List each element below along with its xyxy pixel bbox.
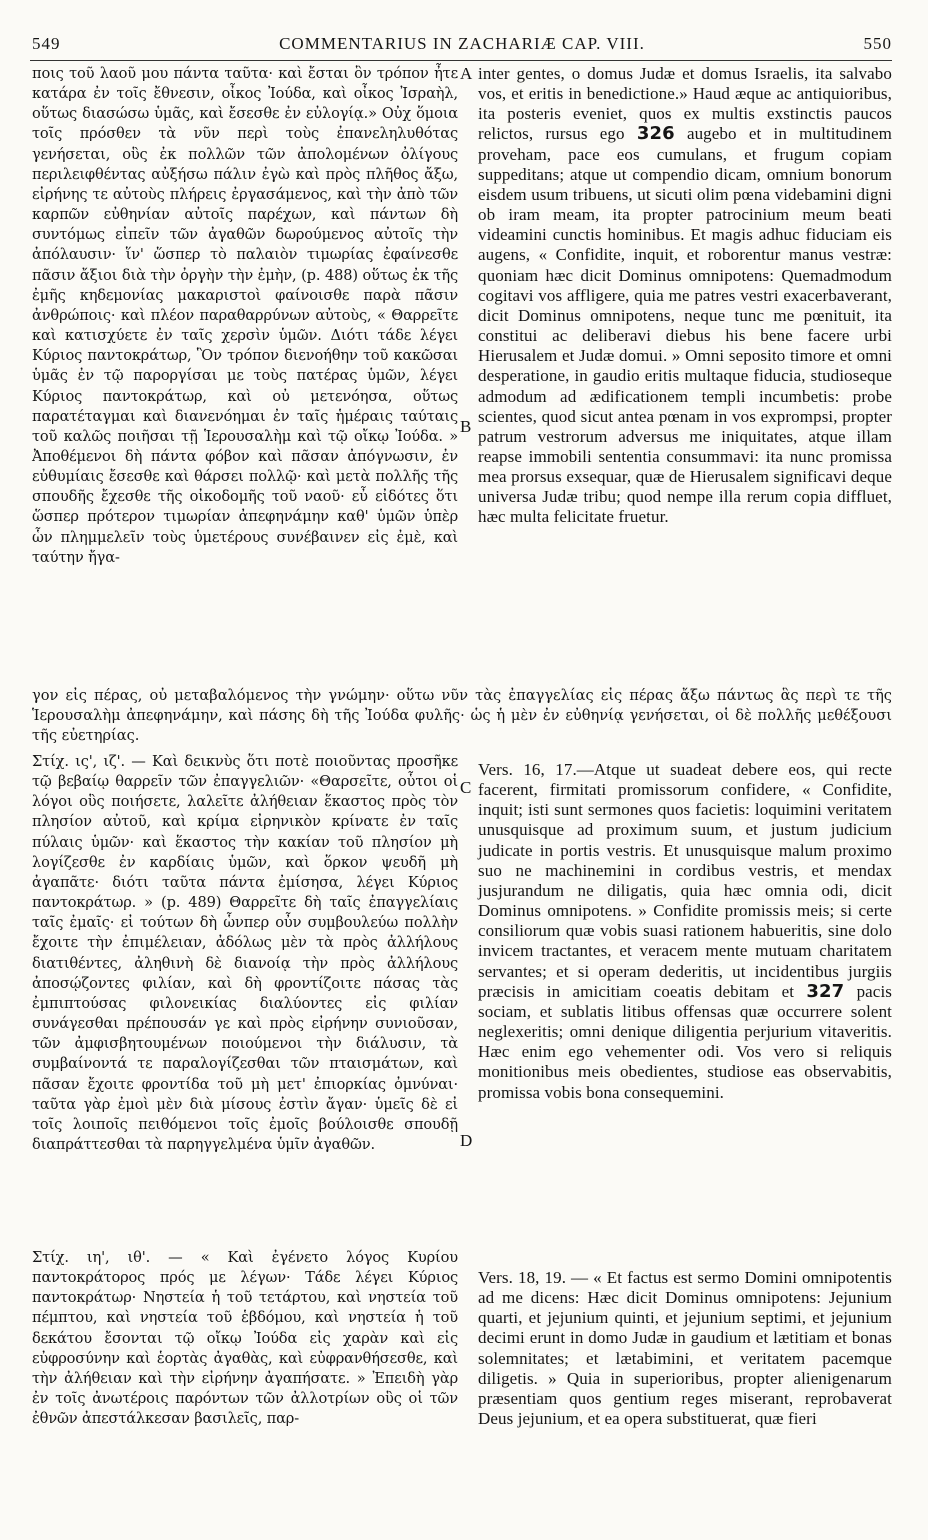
margin-letter-c: C [460,778,472,797]
column-number-326: 326 [636,123,675,145]
latin-paragraph [478,64,892,528]
header-rule [30,60,892,61]
margin-letter-d: D [460,1131,473,1150]
latin-text: augebo et in multitudinem proveham, pace eos cumulans, et frugum copiam suppeditans; atque ut compendio dicam, omnium bonorum eisdem usum tribuens, ut sicuti olim pœna videbamini digni ob iram meam, ita propter patrocinium meum beati videamini cunctis hominibus. Et magis adhuc fiduciam eis augens, « Confidite, inquit, et roborentur manus vestræ: quoniam hæc dicit Dominus omnipotens: Quemadmodum cogitavi vos affligere, quia me patres vestri exacerbaverant, dicit Dominus omnipotens, neque tunc me pœnituit, ita constitui ac deliberavi diebus his bene facere urbi Hierusalem et Judæ domui. » Omni seposito timore et omni desperatione, in gaudio eritis multaque fiducia, studioseque admodum ad ædificationem templi incumbetis: probe scientes, quod sicut antea pœnam in vos exprompsi, propter patrum vestrorum adversus me iniquitates, atque illam reapse immobili sententia consummavi: ita nunc promissa mea prorsus exsequar, quæ de Hierusalem significavi deque universa Judæ tribu; quod nempe illa rerum copia diffluet, hæc multa felicitate fruetur. [478,124,892,527]
column-number-327: 327 [806,980,845,1002]
margin-letter-a: A [460,64,473,83]
greek-column-block-1 [32,64,458,568]
greek-full-width-continuation: γον εἰς πέρας, οὐ μεταβαλόμενος τὴν γνώμην· οὕτω νῦν τὰς ἐπαγγελίας εἰς πέρας ἄξω πάντως ἃς περὶ τε τῆς Ἱερουσαλὴμ ἀπεφηνάμην, καὶ πάσης δὴ τῆς Ἰούδα φυλῆς· ὡς ἡ μὲν ἐν εὐθηνίᾳ γενήσεται, οἱ δὲ πολλῆς μεθέξουσι τῆς εὐετηρίας. [32,687,892,745]
greek-column-block-2 [32,752,458,1155]
latin-column-block-3 [478,1268,892,1429]
page-number-right: 550 [863,34,892,53]
page-number-left: 549 [32,34,61,53]
latin-paragraph [478,760,892,1103]
running-title: COMMENTARIUS IN ZACHARIÆ CAP. VIII. [279,34,645,53]
latin-text: Vers. 16, 17.—Atque ut suadeat debere eos, qui recte facerent, firmitati promissorum confidere, « Confidite, inquit; isti sunt sermones quos facietis: loquimini veritatem unusquisque ad proximum suum, et justum judicium judicate in portis vestris. Et unusquisque malum proximo suo ne machinemini in cordibus vestris, et mendax jusjurandum ne diligatis, quia hæc omnia odi, dicit Dominus omnipotens. » Confidite promissis meis; si certe consiliorum quæ vobis suasi rationem habueritis, sine dolo invicem tractantes, et veracem mente mutuam charitatem servantes; et si operam dederitis, ut incidentibus jurgiis præcisis in amicitiam coeatis debitam et [478,760,892,1001]
greek-paragraph: Στίχ. ιη', ιθ'. — « Καὶ ἐγένετο λόγος Κυρίου παντοκράτορος πρός με λέγων· Τάδε λέγει Κύριος παντοκράτωρ· Νηστεία ἡ τοῦ τετάρτου, καὶ νηστεία τοῦ πέμπτου, καὶ νηστεία τοῦ ἑβδόμου, καὶ νηστεία ἡ τοῦ δεκάτου ἔσονται τῷ οἴκῳ Ἰούδα εἰς χαρὰν καὶ εἰς εὐφροσύνην καὶ ἑορτὰς ἀγαθὰς, καὶ εὐφρανθήσεσθε, καὶ τὴν ἀλήθειαν καὶ τὴν εἰρήνην ἀγαπήσατε. » Ἐπειδὴ γὰρ ἐν τοῖς ἀνωτέροις παρόντων τῶν ἀλλοτρίων οὓς οἱ τῶν ἐθνῶν ἀπεστάλκεσαν βασιλεῖς, παρ- [32,1249,458,1428]
greek-column-block-3 [32,1248,458,1429]
latin-text: inter gentes, o domus Judæ et domus Israelis, ita salvabo vos, et eritis in benedictione.» Haud æque ac antiquioribus, ita posteris eveniet, quos ex multis exstinctis paucos relictos, rursus ego [478,64,892,144]
margin-letter-b: B [460,417,472,436]
greek-paragraph: Στίχ. ις', ιζ'. — Καὶ δεικνὺς ὅτι ποτὲ ποιοῦντας προσῆκε τῷ βεβαίῳ θαρρεῖν τῶν ἐπαγγελιῶν· «Θαρσεῖτε, οὗτοι οἱ λόγοι οὓς ποιήσετε, λαλεῖτε ἀλήθειαν ἕκαστος πρὸς τὸν πλησίον αὐτοῦ, καὶ κρίμα εἰρηνικὸν κρίνατε ἐν ταῖς πύλαις ὑμῶν· καὶ ἕκαστος τὴν κακίαν τοῦ πλησίον μὴ λογίζεσθε ἐν καρδίαις ὑμῶν, καὶ ὅρκον ψευδῆ μὴ ἀγαπᾶτε· διότι ταῦτα πάντα ἐμίσησα, λέγει Κύριος παντοκράτωρ. » (p. 489) Θαρρεῖτε δὴ ταῖς ἐπαγγελίαις ταῖς ἐμαῖς· εἰ τούτων δὴ ὧνπερ οὖν συμβουλεύω πολλὴν ἔχοιτε τὴν ἐπιμέλειαν, ἀδόλως μὲν τὰ πρὸς ἀλλήλους διατιθέντες, ἀληθινὴ δὲ διανοίᾳ τὴν πρὸς ἀλλήλους ἀποσῴζοντες φιλίαν, καὶ δὴ φροντίζοιτε πάσας τὰς ἐμπιπτούσας φιλονεικίας διαλύοντες εἰς φιλίαν συνάγεσθαι πρέπουσάν γε καὶ πρὸς εἰρήνην συνιοῦσαν, τῶν ἀμφισβητουμένων ποιούμενοι τὴν διάλυσιν, τὰ συμβαίνοντά τε παραλογίζεσθαι τῶν πταισμάτων, καὶ πᾶσαν ἔχοιτε φροντίδα τοῦ μὴ μετ' ἐπιορκίας ὀμνύναι· ταῦτα γὰρ ἐμοὶ μὲν διὰ μίσους ἐστὶν ἄγαν· ὑμεῖς δὲ εἰ τοῖς λοιποῖς πειθόμενοι τοῖς ἐμοῖς βούλοισθε σπουδῇ διαπράττεσθαι τὰ παρηγγελμένα ὑμῖν ἀγαθῶν. [32,753,458,1153]
latin-text: pacis sociam, et sublatis litibus offensas quæ occurrere solent neglexeritis; omni denique diligentia perjurium vitaveritis. Hæc enim ego vehementer odi. Vos vero si reliquis monitionibus meis obedientes, studiose eas observabitis, promissa vobis bona consequemini. [478,981,892,1102]
latin-column-block-2 [478,760,892,1103]
running-header [32,34,892,58]
greek-paragraph: ποις τοῦ λαοῦ μου πάντα ταῦτα· καὶ ἔσται ὃν τρόπον ἦτε κατάρα ἐν τοῖς ἔθνεσιν, οἶκος Ἰούδα, καὶ οἶκος Ἰσραὴλ, οὕτως διασώσω ὑμᾶς, καὶ ἔσεσθε ἐν εὐλογίᾳ.» Οὐχ ὅμοια τοῖς πρόσθεν τὰ νῦν περὶ τοὺς ἐπανεληλυθότας γενήσεται, οὓς ἐκ πολλῶν τῶν ἀπολομένων ὀλίγους περιλειφθέντας αὐξήσω πάλιν ἐγὼ καὶ πρὸς πλῆθος ἄξω, εἰρήνης τε αὐτοὺς πλήρεις ἐργασάμενος, καὶ τὴν ἀπὸ τῶν καρπῶν εὐθηνίαν αὐτοῖς παρέχων, καὶ πάντων δὴ συντόμως εἰπεῖν τῶν ἀγαθῶν δωρούμενος αὐτοῖς τὴν ἀπόλαυσιν· ἵν' ὥσπερ τὸ παλαιὸν τιμωρίας ἐφαίνεσθε πᾶσιν ἄξιοι διὰ τὴν ὀργὴν τὴν ἐμὴν, (p. 488) οὕτως ἐκ τῆς ἐμῆς κηδεμονίας μακαριστοὶ φαίνοισθε παρὰ πᾶσιν ἀνθρώποις· καὶ πλέον παραθαρρύνων αὐτοὺς, « Θαρρεῖτε καὶ κατισχύετε ἐν ταῖς χερσὶν ὑμῶν. Διότι τάδε λέγει Κύριος παντοκράτωρ, Ὃν τρόπον διενοήθην τοῦ κακῶσαι ὑμᾶς ἐν τῷ παροργίσαι με τοὺς πατέρας ὑμῶν, λέγει Κύριος παντοκράτωρ, καὶ οὐ μετενόησα, οὕτως παρατέταγμαι καὶ διανενόημαι ἐν ταῖς ἡμέραις ταύταις τοῦ καλῶς ποιῆσαι τῇ Ἱερουσαλὴμ καὶ τῷ οἴκῳ Ἰούδα. » Ἀποθέμενοι δὴ πάντα φόβον καὶ πᾶσαν ἀπόγνωσιν, ἐν εὐθυμίαις ἔσεσθε καὶ θάρσει πολλῷ· καὶ μετὰ πολλῆς τῆς σπουδῆς ἔχεσθε τῆς οἰκοδομῆς τοῦ ναοῦ· εὖ εἰδότες ὅτι ὥσπερ πρότερον τιμωρίαν ἀπεφηνάμην καθ' ὑμῶν ὑπὲρ ὧν πλημμελεῖν τοὺς ὑμετέρους συνέβαινεν εἰς ἐμὲ, καὶ ταύτην ἤγα- [32,65,458,566]
latin-column-block-1 [478,64,892,528]
latin-paragraph: Vers. 18, 19. — « Et factus est sermo Domini omnipotentis ad me dicens: Hæc dicit Dominus omnipotens: Jejunium quarti, et jejunium quinti, et jejunium septimi, et jejunium decimi erunt in domo Judæ in gaudium et lætitiam et bonas solemnitates; et lætabimini, et veritatem pacemque diligetis. » Quia in superioribus, propter alienigenarum præsentiam quos gentium reges miserant, reprobaverat Deus jejunium, et ea opera substituerat, quæ fieri [478,1268,892,1429]
